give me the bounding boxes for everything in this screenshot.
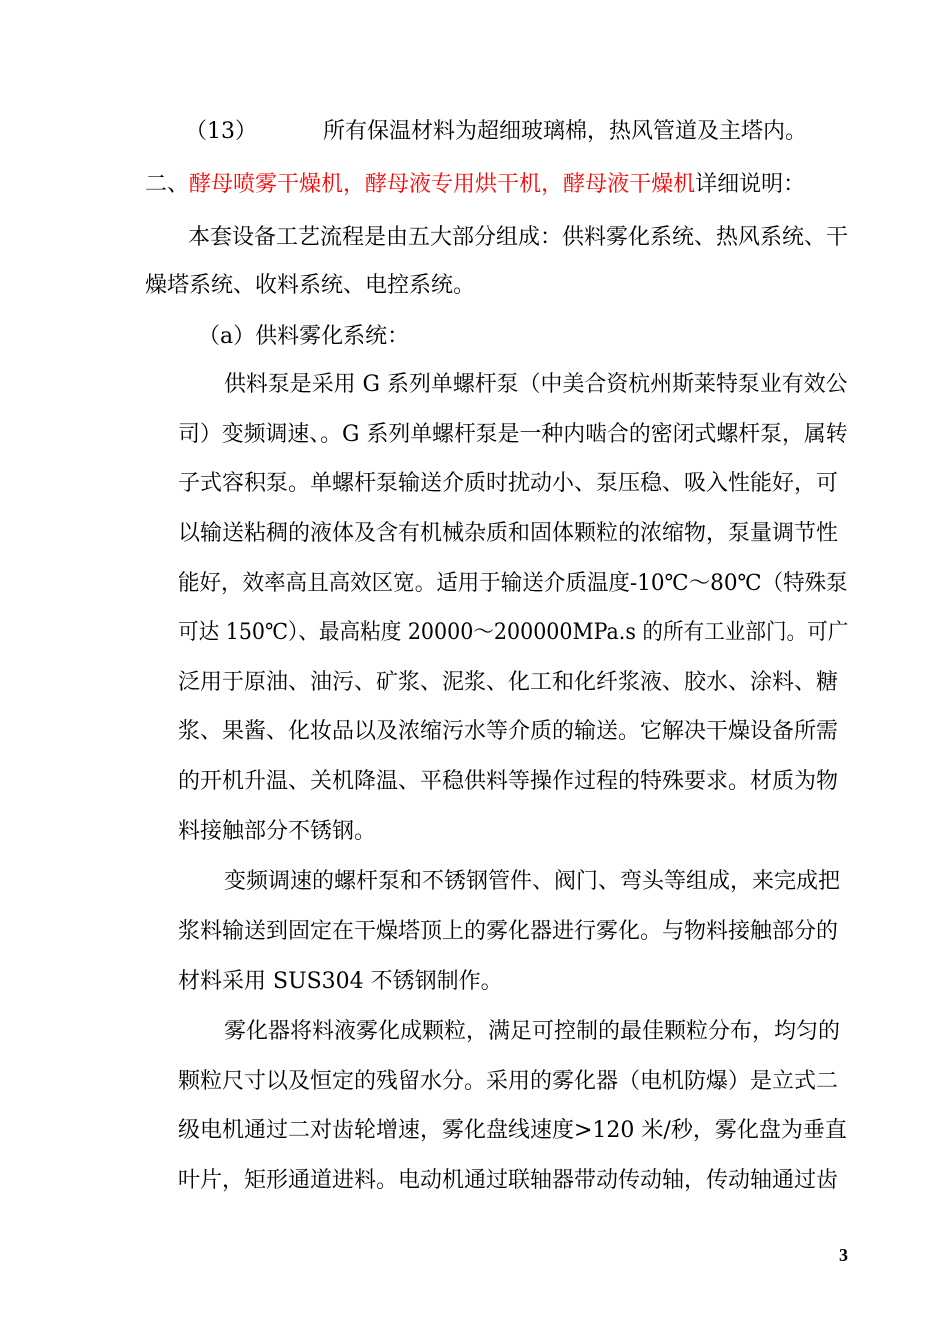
para1-line: 能好，效率高且高效区宽。适用于输送介质温度-10℃～80℃（特殊泵 — [178, 571, 848, 596]
para1-line: 子式容积泵。单螺杆泵输送介质时扰动小、泵压稳、吸入性能好，可 — [178, 471, 839, 496]
subheading-a: （a）供料雾化系统： — [198, 324, 410, 349]
para1-line: 泛用于原油、油污、矿浆、泥浆、化工和化纤浆液、胶水、涂料、糖 — [178, 670, 839, 695]
para1-line: 可达 150℃）、最高粘度 20000～200000MPa.s 的所有工业部门。可广 — [178, 620, 849, 645]
section-2-heading — [145, 170, 805, 200]
section-2-sep-1: ， — [343, 172, 366, 197]
para2-line: 材料采用 SUS304 不锈钢制作。 — [178, 969, 503, 994]
item-13 — [185, 117, 807, 147]
para1-line: 的开机升温、关机降温、平稳供料等操作过程的特殊要求。材质为物 — [178, 769, 839, 794]
intro-line: 本套设备工艺流程是由五大部分组成：供料雾化系统、热风系统、干 — [188, 225, 849, 250]
para1-line: 料接触部分不锈钢。 — [178, 819, 377, 844]
para1-line: 供料泵是采用 G 系列单螺杆泵（中美合资杭州斯莱特泵业有效公 — [224, 372, 848, 397]
section-2-title-red-1: 酵母喷雾干燥机 — [189, 172, 344, 197]
para2-line: 浆料输送到固定在干燥塔顶上的雾化器进行雾化。与物料接触部分的 — [178, 919, 839, 944]
para1-line: 司）变频调速、。G 系列单螺杆泵是一种内啮合的密闭式螺杆泵，属转 — [178, 422, 848, 447]
para1-line: 以输送粘稠的液体及含有机械杂质和固体颗粒的浓缩物，泵量调节性 — [178, 521, 839, 546]
page-number: 3 — [839, 1245, 848, 1265]
para1-line: 浆、果酱、化妆品以及浓缩污水等介质的输送。它解决干燥设备所需 — [178, 719, 839, 744]
para3-line: 颗粒尺寸以及恒定的残留水分。采用的雾化器（电机防爆）是立式二 — [178, 1069, 839, 1094]
section-2-title-red-3: 酵母液干燥机 — [563, 172, 696, 197]
section-2-sep-2: ， — [541, 172, 564, 197]
para3-line: 叶片，矩形通道进料。电动机通过联轴器带动传动轴，传动轴通过齿 — [178, 1168, 839, 1193]
section-2-title-red-2: 酵母液专用烘干机 — [365, 172, 542, 197]
item-13-number: （13） — [185, 119, 257, 144]
section-2-suffix: 详细说明： — [695, 172, 806, 197]
para3-line: 雾化器将料液雾化成颗粒，满足可控制的最佳颗粒分布，均匀的 — [224, 1019, 841, 1044]
para2-line: 变频调速的螺杆泵和不锈钢管件、阀门、弯头等组成，来完成把 — [224, 869, 841, 894]
para3-line: 级电机通过二对齿轮增速，雾化盘线速度>120 米/秒，雾化盘为垂直 — [178, 1118, 847, 1143]
section-2-prefix: 二、 — [145, 172, 190, 197]
item-13-text: 所有保温材料为超细玻璃棉，热风管道及主塔内。 — [323, 119, 808, 144]
intro-line: 燥塔系统、收料系统、电控系统。 — [145, 273, 476, 298]
